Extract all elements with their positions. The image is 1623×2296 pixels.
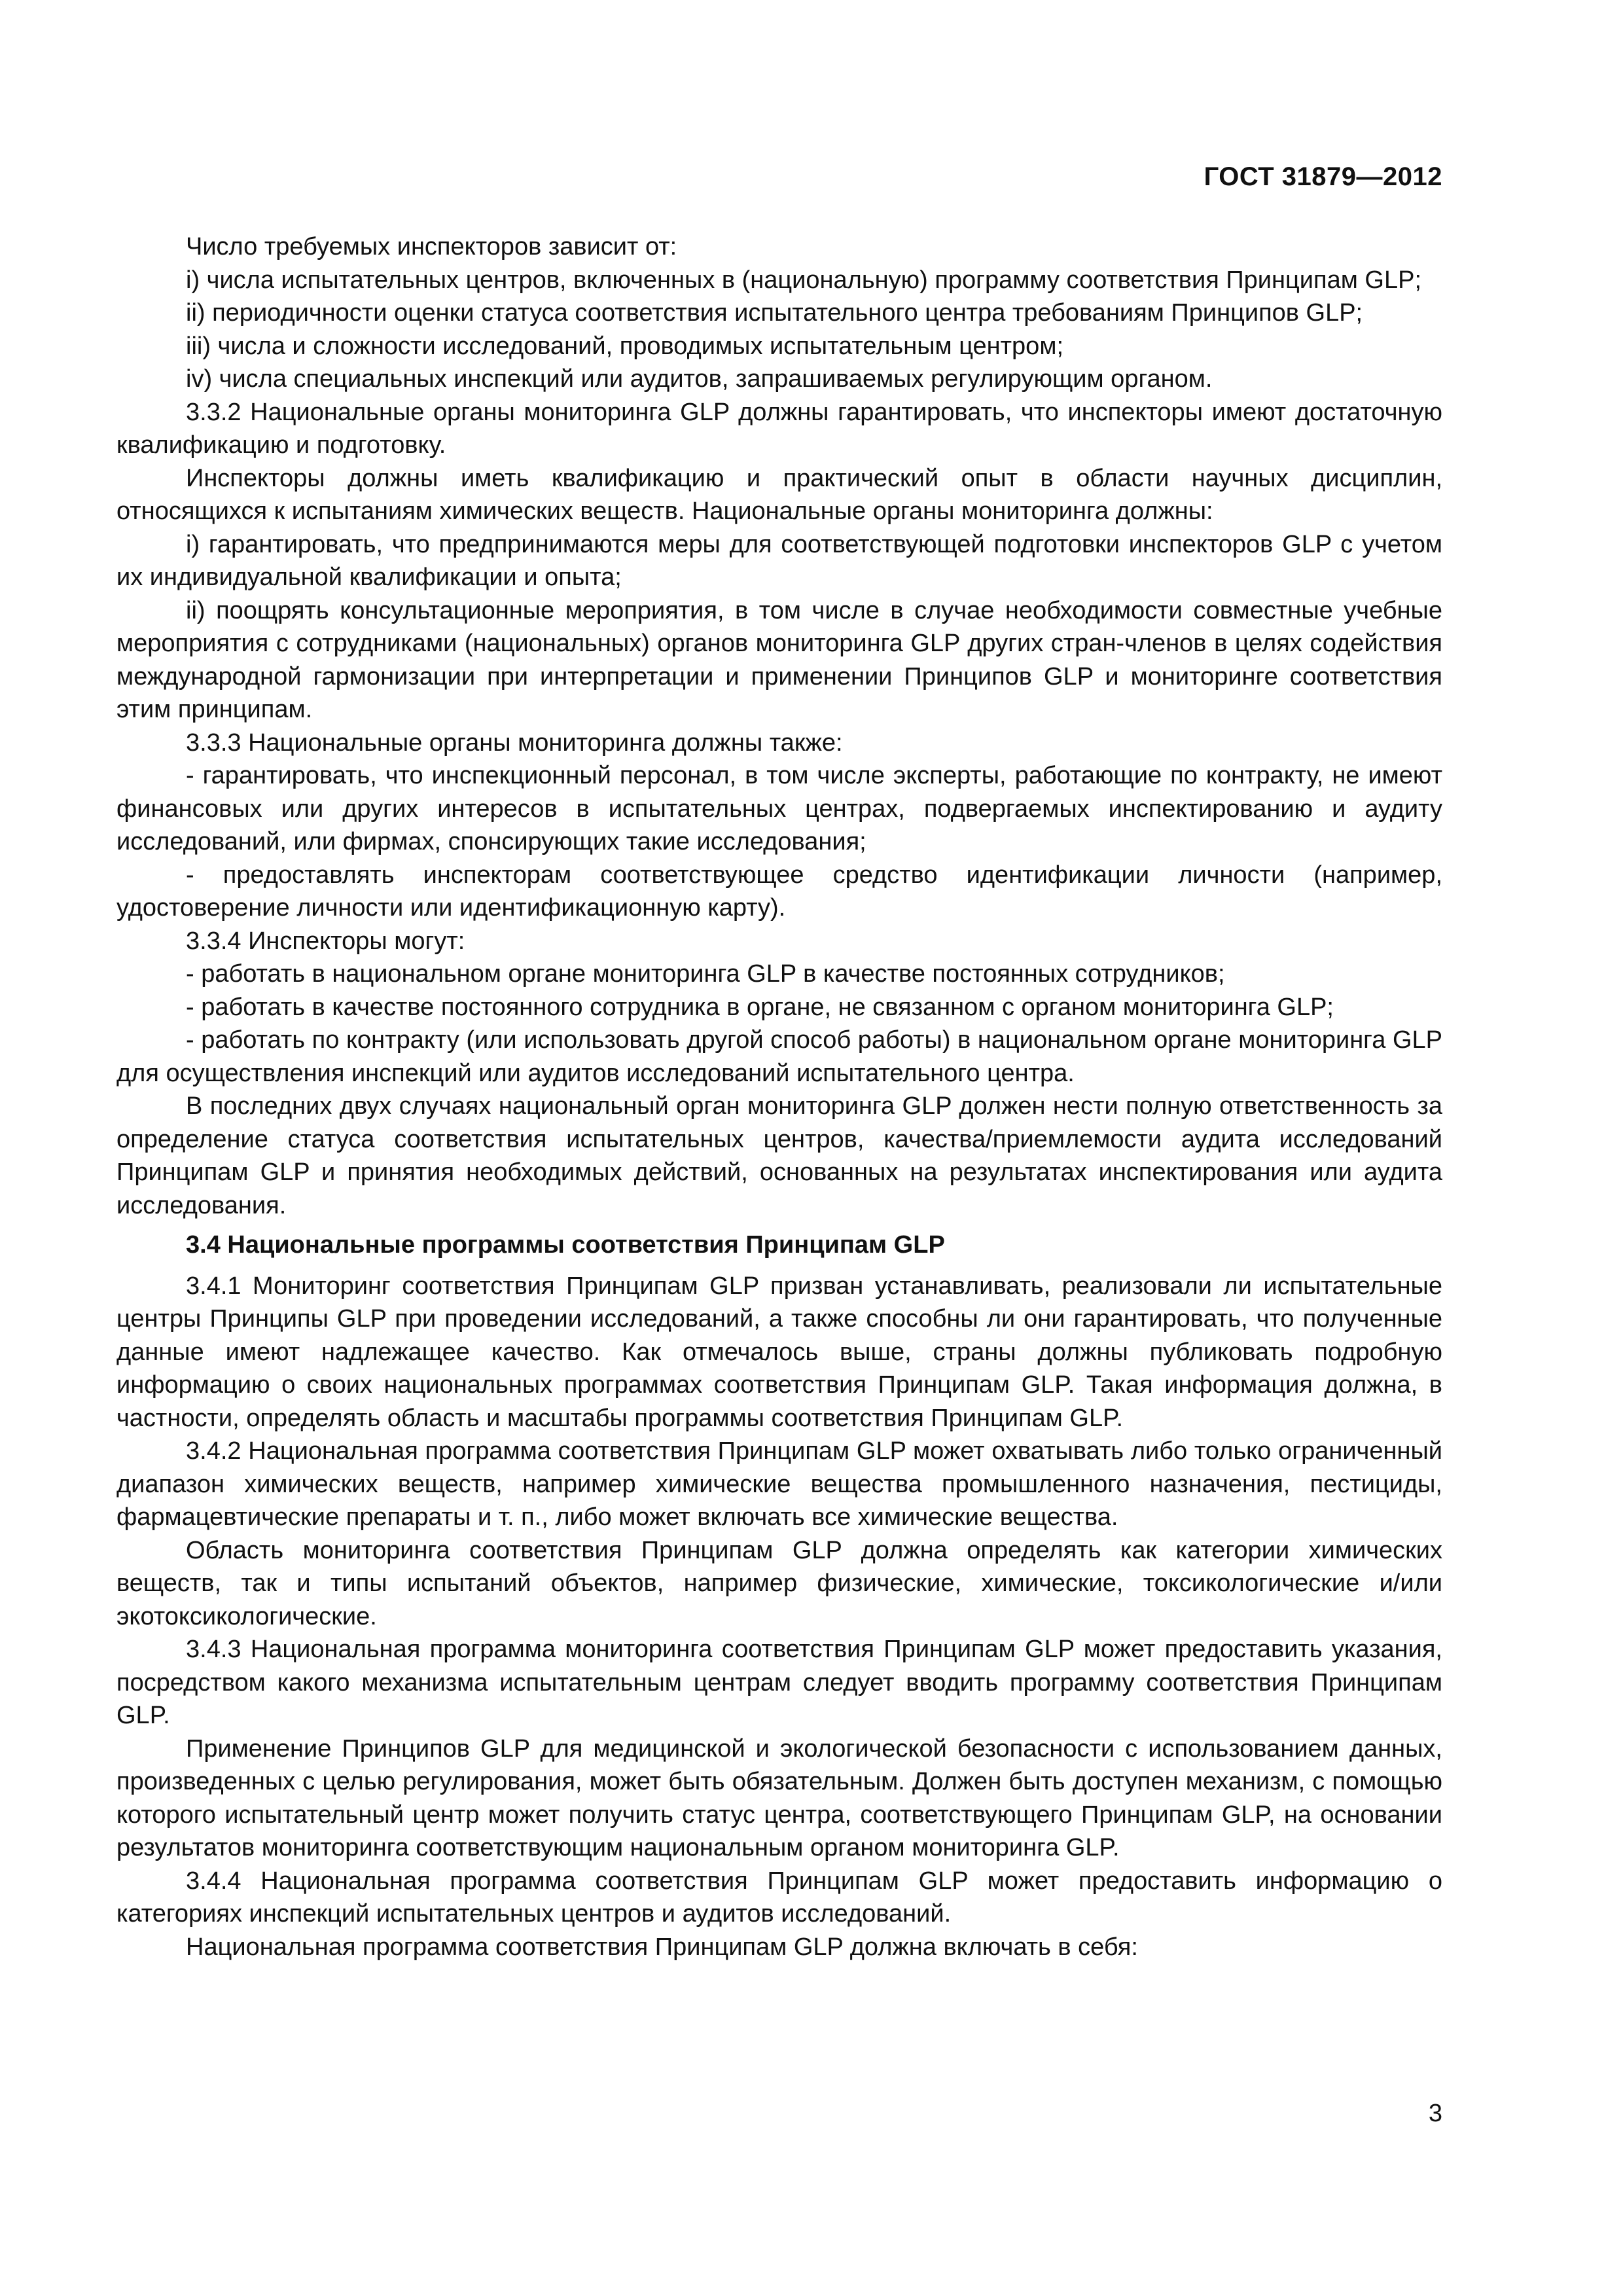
paragraph: ii) периодичности оценки статуса соответствия испытательного центра требованиям Принципов GLP; [186,299,1363,327]
paragraph: 3.3.4 Инспекторы могут: [186,927,465,955]
paragraph: - работать по контракту (или использовать другой способ работы) в национальном органе мониторинга GLP для осуществления инспекций или аудитов исследований испытательного центра. [116,1026,1442,1087]
paragraph: Число требуемых инспекторов зависит от: [186,233,677,260]
paragraph: 3.3.3 Национальные органы мониторинга должны также: [186,728,843,757]
paragraph: iii) числа и сложности исследований, проводимых испытательным центром; [186,332,1064,360]
paragraph: 3.4.1 Мониторинг соответствия Принципам GLP призван устанавливать, реализовали ли испытательные центры Принципы GLP при проведении исследований, а также способны ли они гарантировать, что полученные данные имеют надлежащее качество. Как отмечалось выше, страны должны публиковать подробную информацию о своих национальных программах соответствия Принципам GLP. Такая информация должна, в частности, определять область и масштабы программы соответствия Принципам GLP. [116,1272,1442,1432]
paragraph: - работать в национальном органе мониторинга GLP в качестве постоянных сотрудников; [186,960,1225,988]
paragraph: i) числа испытательных центров, включенных в (национальную) программу соответствия Принципам GLP; [186,266,1421,294]
section-heading: 3.4 Национальные программы соответствия Принципам GLP [186,1231,945,1259]
paragraph: 3.4.4 Национальная программа соответствия Принципам GLP может предоставить информацию о категориях инспекций испытательных центров и аудитов исследований. [116,1867,1442,1928]
page-number: 3 [1428,2100,1442,2127]
document-body [116,230,1442,1964]
paragraph: Национальная программа соответствия Принципам GLP должна включать в себя: [186,1933,1138,1961]
paragraph: 3.4.3 Национальная программа мониторинга соответствия Принципам GLP может предоставить указания, посредством какого механизма испытательным центрам следует вводить программу соответствия Принципам GLP. [116,1636,1442,1729]
document-code: ГОСТ 31879—2012 [1204,162,1442,191]
paragraph: - работать в качестве постоянного сотрудника в органе, не связанном с органом мониторинга GLP; [186,993,1334,1021]
paragraph: Область мониторинга соответствия Принципам GLP должна определять как категории химических веществ, так и типы испытаний объектов, например физические, химические, токсикологические и/или экотоксикологические. [116,1536,1442,1630]
paragraph: Инспекторы должны иметь квалификацию и практический опыт в области научных дисциплин, относящихся к испытаниям химических веществ. Национальные органы мониторинга должны: [116,464,1442,525]
paragraph: Применение Принципов GLP для медицинской и экологической безопасности с использованием данных, произведенных с целью регулирования, может быть обязательным. Должен быть доступен механизм, с помощью которого испытательный центр может получить статус центра, соответствующего Принципам GLP, на основании результатов мониторинга соответствующим национальным органом мониторинга GLP. [116,1734,1442,1861]
paragraph: 3.3.2 Национальные органы мониторинга GLP должны гарантировать, что инспекторы имеют достаточную квалификацию и подготовку. [116,398,1442,459]
paragraph: - предоставлять инспекторам соответствующее средство идентификации личности (например, удостоверение личности или идентификационную карту). [116,861,1442,922]
paragraph: iv) числа специальных инспекций или аудитов, запрашиваемых регулирующим органом. [186,365,1213,393]
paragraph: i) гарантировать, что предпринимаются меры для соответствующей подготовки инспекторов GLP с учетом их индивидуальной квалификации и опыта; [116,530,1442,591]
paragraph: ii) поощрять консультационные мероприятия, в том числе в случае необходимости совместные учебные мероприятия с сотрудниками (национальных) органов мониторинга GLP других стран-членов в целях содействия международной гармонизации при интерпретации и применении Принципов GLP и мониторинге соответствия этим принципам. [116,596,1442,723]
paragraph: 3.4.2 Национальная программа соответствия Принципам GLP может охватывать либо только ограниченный диапазон химических веществ, например химические вещества промышленного назначения, пестициды, фармацевтические препараты и т. п., либо может включать все химические вещества. [116,1437,1442,1531]
paragraph: - гарантировать, что инспекционный персонал, в том числе эксперты, работающие по контракту, не имеют финансовых или других интересов в испытательных центрах, подвергаемых инспектированию и аудиту исследований, или фирмах, спонсирующих такие исследования; [116,762,1442,855]
paragraph: В последних двух случаях национальный орган мониторинга GLP должен нести полную ответственность за определение статуса соответствия испытательных центров, качества/приемлемости аудита исследований Принципам GLP и принятия необходимых действий, основанных на результатах инспектирования или аудита исследования. [116,1092,1442,1219]
